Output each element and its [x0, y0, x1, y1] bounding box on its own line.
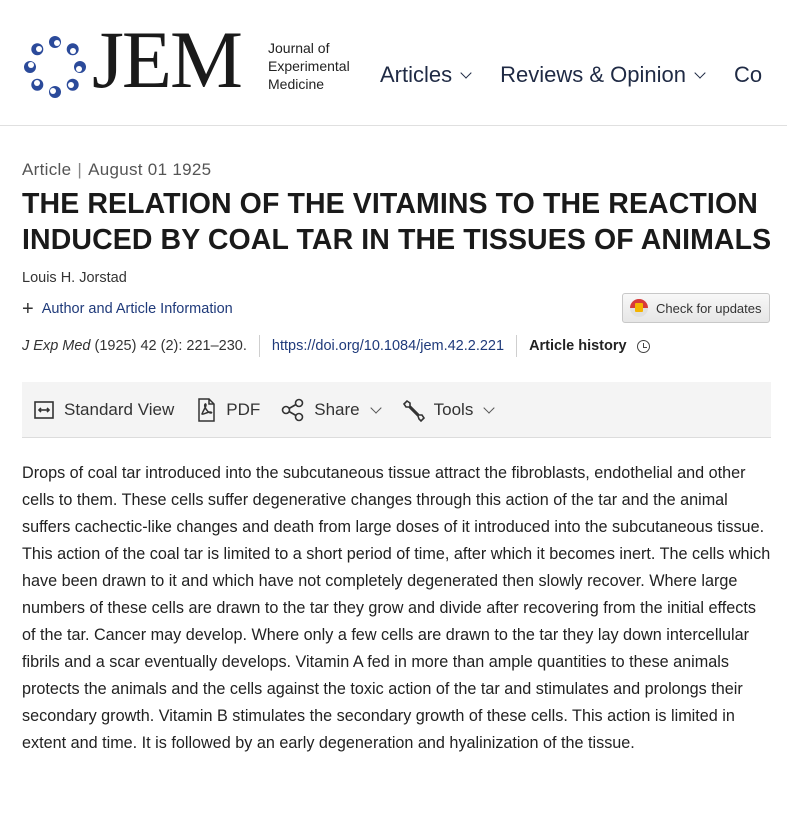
article-history-button[interactable]: [529, 338, 650, 354]
article-type: Article: [22, 160, 72, 179]
site-header: [0, 0, 787, 126]
nav-truncated[interactable]: [734, 62, 762, 88]
article-title: THE RELATION OF THE VITAMINS TO THE REACTION INDUCED BY COAL TAR IN THE TISSUES OF ANIMALS: [22, 188, 772, 256]
article-history-label: Article history: [529, 338, 627, 354]
author-info-label: Author and Article Information: [41, 301, 233, 317]
share-icon: [280, 398, 306, 422]
share-button[interactable]: [280, 398, 379, 422]
standard-view-button[interactable]: [32, 398, 174, 422]
standard-view-label: Standard View: [64, 399, 175, 419]
main-nav: [380, 62, 787, 88]
journal-name-line: Medicine: [268, 76, 325, 92]
citation-journal: J Exp Med: [22, 338, 91, 354]
nav-reviews-opinion[interactable]: [500, 62, 704, 88]
citation-details: (1925) 42 (2): 221–230.: [94, 338, 247, 354]
pdf-icon: [194, 397, 218, 423]
wrench-icon: [400, 397, 426, 423]
citation-line: [22, 335, 650, 357]
divider: [259, 335, 260, 357]
chevron-down-icon: [694, 67, 705, 78]
journal-name-line: Journal of: [268, 40, 330, 56]
tools-button[interactable]: [400, 397, 494, 423]
nav-articles[interactable]: [380, 62, 470, 88]
pdf-button[interactable]: [194, 397, 260, 423]
share-label: Share: [314, 399, 360, 419]
standard-view-icon: [32, 398, 56, 422]
nav-reviews-label: Reviews & Opinion: [500, 62, 686, 87]
check-updates-label: Check for updates: [656, 300, 762, 316]
article-toolbar: [22, 382, 771, 438]
journal-name-line: Experimental: [268, 58, 350, 74]
chevron-down-icon: [484, 402, 495, 413]
nav-articles-label: Articles: [380, 62, 453, 87]
crossmark-icon: [630, 299, 648, 317]
check-for-updates-button[interactable]: [622, 293, 770, 323]
journal-name: [268, 39, 350, 93]
jem-logo-mark-icon: [22, 34, 88, 100]
pdf-label: PDF: [226, 399, 261, 419]
divider: [516, 335, 517, 357]
article-date: August 01 1925: [88, 160, 212, 179]
article-type-date: [22, 160, 211, 180]
tools-label: Tools: [433, 399, 474, 419]
jem-logo[interactable]: [22, 14, 350, 107]
logo-wordmark: JEM: [92, 14, 241, 105]
doi-link[interactable]: https://doi.org/10.1084/jem.42.2.221: [271, 338, 505, 354]
clock-icon: [637, 340, 650, 353]
author-info-toggle[interactable]: [22, 299, 233, 319]
divider: |: [77, 160, 83, 179]
abstract-text: Drops of coal tar introduced into the subcutaneous tissue attract the fibroblasts, endothelial and other cells to them. These cells suffer degenerative changes through this action of the tar and the animal suffers cachectic-like changes and death from large doses of it introduced into the subcutaneous tissue. This action of the coal tar is limited to a short period of time, after which it becomes inert. The cells which have been drawn to it and which have not completely degenerated then slowly recover. Where large numbers of these cells are drawn to the tar they grow and divide after recovering from the initial effects of the tar. Cancer may develop. Where only a few cells are drawn to the tar they lay down intercellular fibrils and a scar eventually develops. Vitamin A fed in more than ample quantities to these animals protects the animals and the cells against the toxic action of the tar and stimulates and prolongs their secondary growth. Vitamin B stimulates the secondary growth of these cells. This action is limited in extent and time. It is followed by an early degeneration and hyalinization of the tissue.: [22, 464, 771, 752]
nav-truncated-label: Co: [734, 62, 763, 87]
chevron-down-icon: [370, 402, 381, 413]
plus-icon: +: [22, 298, 34, 320]
chevron-down-icon: [460, 67, 471, 78]
author-name[interactable]: Louis H. Jorstad: [22, 270, 127, 286]
